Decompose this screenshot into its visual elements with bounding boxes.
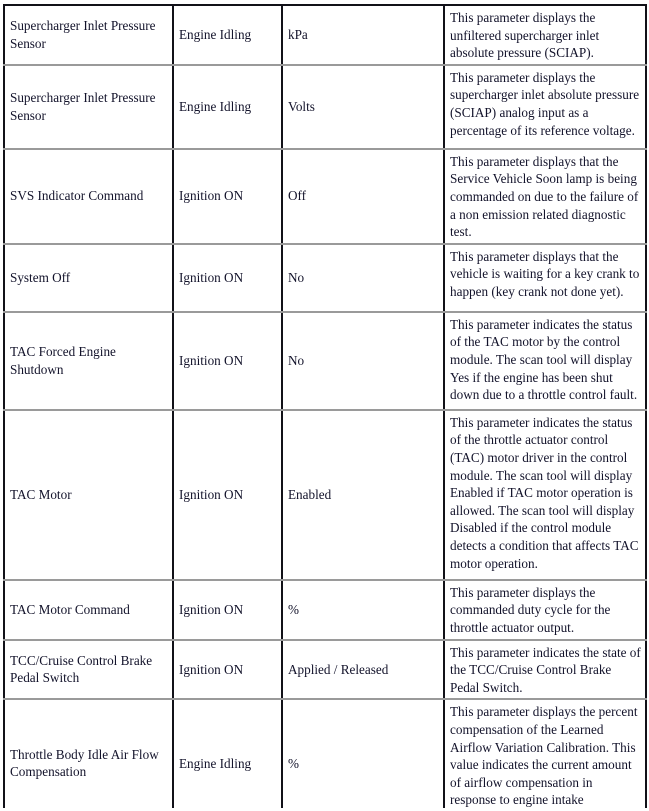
cell-value-text: kPa [288, 27, 308, 43]
cell-condition [173, 149, 282, 244]
cell-condition-text: Engine Idling [179, 27, 252, 43]
cell-parameter-text: TAC Motor [10, 486, 72, 502]
cell-value-text: % [288, 755, 299, 771]
cell-description [444, 580, 646, 640]
cell-condition-text: Ignition ON [179, 661, 244, 677]
cell-value [282, 640, 444, 700]
cell-value-text: Off [288, 188, 307, 204]
cell-parameter [4, 244, 173, 312]
cell-value-text: Enabled [288, 486, 332, 502]
cell-condition-text: Ignition ON [179, 188, 244, 204]
cell-condition [173, 699, 282, 811]
table-row [4, 699, 646, 811]
cell-condition-text: Engine Idling [179, 98, 252, 114]
cell-parameter [4, 410, 173, 580]
cell-value-text: No [288, 269, 305, 285]
cell-value [282, 312, 444, 410]
cell-condition [173, 580, 282, 640]
cell-parameter [4, 312, 173, 410]
cell-parameter-text: Throttle Body Idle Air Flow Compensation [10, 746, 159, 780]
cell-parameter [4, 149, 173, 244]
cell-condition-text: Ignition ON [179, 269, 244, 285]
table-row [4, 580, 646, 640]
cell-description-text: This parameter displays that the vehicle is waiting for a key crank to happen (key crank not done yet). [450, 248, 640, 299]
cell-description [444, 5, 646, 65]
cell-description-text: This parameter indicates the status of the TAC motor by the control module. The scan tool will display Yes if the engine has been shut down due to a throttle control fault. [450, 316, 638, 403]
cell-condition [173, 65, 282, 149]
cell-condition [173, 312, 282, 410]
cell-description-text: This parameter displays that the Service Vehicle Soon lamp is being commanded on due to the failure of a non emission related diagnostic test. [450, 153, 639, 240]
cell-value-text: Applied / Released [288, 661, 389, 677]
cell-description-text: This parameter displays the unfiltered supercharger inlet absolute pressure (SCIAP). [450, 10, 600, 61]
cell-condition-text: Ignition ON [179, 486, 244, 502]
table-row [4, 149, 646, 244]
cell-description [444, 312, 646, 410]
cell-description [444, 244, 646, 312]
cell-condition [173, 244, 282, 312]
table-row [4, 244, 646, 312]
cell-description [444, 410, 646, 580]
table-row [4, 410, 646, 580]
cell-description [444, 640, 646, 700]
cell-description-text: This parameter displays the commanded duty cycle for the throttle actuator output. [450, 584, 611, 635]
cell-description [444, 149, 646, 244]
cell-description [444, 65, 646, 149]
cell-description-text: This parameter displays the supercharger inlet absolute pressure (SCIAP) analog input as a percentage of its reference voltage. [450, 69, 640, 138]
table-row [4, 640, 646, 700]
cell-value-text: No [288, 352, 305, 368]
cell-description-text: This parameter displays the percent compensation of the Learned Airflow Variation Calibration. This value indicates the current amount of airflow compensation in response to engine intake [450, 704, 638, 808]
cell-value [282, 580, 444, 640]
cell-description-text: This parameter indicates the status of the throttle actuator control (TAC) motor driver in the control module. The scan tool will display Enabled if TAC motor operation is allowed. The scan tool will display Disabled if the control module detects a condition that affects TAC motor operation. [450, 414, 639, 571]
cell-value [282, 5, 444, 65]
cell-description [444, 699, 646, 811]
cell-description-text: This parameter indicates the state of the TCC/Cruise Control Brake Pedal Switch. [450, 644, 641, 695]
cell-condition [173, 410, 282, 580]
cell-parameter [4, 65, 173, 149]
cell-parameter-text: SVS Indicator Command [10, 188, 144, 204]
cell-condition [173, 640, 282, 700]
cell-value-text: % [288, 601, 299, 617]
cell-condition-text: Engine Idling [179, 755, 252, 771]
cell-parameter-text: TAC Forced Engine Shutdown [10, 344, 116, 377]
cell-parameter [4, 580, 173, 640]
cell-condition-text: Ignition ON [179, 352, 244, 368]
cell-value-text: Volts [288, 98, 315, 114]
table-body [4, 5, 646, 811]
table-row [4, 5, 646, 65]
cell-value [282, 410, 444, 580]
cell-parameter-text: TCC/Cruise Control Brake Pedal Switch [10, 652, 153, 686]
cell-parameter [4, 5, 173, 65]
cell-value [282, 149, 444, 244]
table-row [4, 65, 646, 149]
table-row [4, 312, 646, 410]
cell-parameter [4, 640, 173, 700]
cell-condition [173, 5, 282, 65]
cell-parameter-text: Supercharger Inlet Pressure Sensor [10, 90, 156, 123]
cell-parameter-text: TAC Motor Command [10, 601, 130, 617]
cell-value [282, 244, 444, 312]
cell-condition-text: Ignition ON [179, 601, 244, 617]
cell-parameter [4, 699, 173, 811]
cell-parameter-text: System Off [10, 269, 71, 285]
cell-parameter-text: Supercharger Inlet Pressure Sensor [10, 18, 156, 51]
cell-value [282, 65, 444, 149]
scan-tool-parameter-table [3, 4, 647, 811]
cell-value [282, 699, 444, 811]
